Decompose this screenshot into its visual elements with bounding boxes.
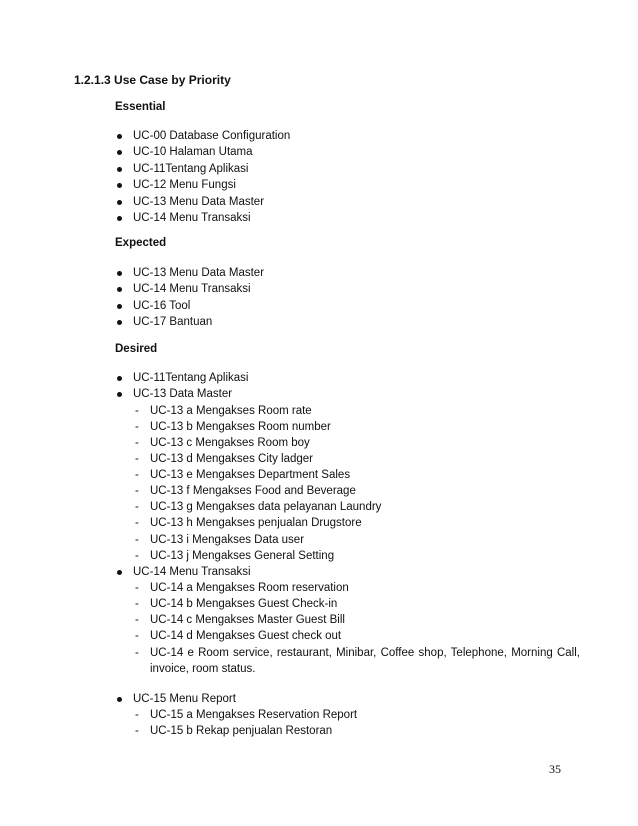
sub-item: - UC-15 a Mengakses Reservation Report xyxy=(133,707,576,723)
report-sublist xyxy=(133,707,576,739)
list-item xyxy=(116,564,580,677)
sub-item: - UC-14 b Mengakses Guest Check-in xyxy=(133,596,576,612)
list-item xyxy=(116,386,576,563)
sub-item: - UC-13 i Mengakses Data user xyxy=(133,532,576,548)
list-item: UC-14 Menu Transaksi xyxy=(116,281,576,297)
essential-list xyxy=(116,128,576,226)
sub-item: - UC-13 e Mengakses Department Sales xyxy=(133,467,576,483)
list-item: UC-11Tentang Aplikasi xyxy=(116,161,576,177)
transaksi-sublist xyxy=(133,580,580,677)
sub-item: - UC-13 a Mengakses Room rate xyxy=(133,403,576,419)
sub-item: - UC-13 c Mengakses Room boy xyxy=(133,435,576,451)
sub-item: - UC-13 h Mengakses penjualan Drugstore xyxy=(133,515,576,531)
section-heading: 1.2.1.3 Use Case by Priority xyxy=(74,73,231,87)
sub-item: - UC-13 b Mengakses Room number xyxy=(133,419,576,435)
item-label: UC-11Tentang Aplikasi xyxy=(133,372,249,384)
sub-item: - UC-14 c Mengakses Master Guest Bill xyxy=(133,612,576,628)
list-item: UC-16 Tool xyxy=(116,298,576,314)
item-label: UC-13 Data Master xyxy=(133,388,233,401)
desired-list xyxy=(116,370,580,739)
expected-title: Expected xyxy=(115,237,167,249)
sub-item: - UC-13 d Mengakses City ladger xyxy=(133,451,576,467)
list-item: UC-00 Database Configuration xyxy=(116,128,576,144)
list-item xyxy=(116,691,576,740)
expected-list xyxy=(116,265,576,331)
page-number: 35 xyxy=(549,762,561,776)
sub-item: - UC-13 f Mengakses Food and Beverage xyxy=(133,483,576,499)
desired-title: Desired xyxy=(115,343,158,355)
sub-item: - UC-14 d Mengakses Guest check out xyxy=(133,628,576,644)
item-label: UC-15 Menu Report xyxy=(133,692,236,705)
list-item: UC-14 Menu Transaksi xyxy=(116,210,576,226)
list-item: UC-10 Halaman Utama xyxy=(116,144,576,160)
list-item: UC-17 Bantuan xyxy=(116,314,576,330)
essential-title: Essential xyxy=(115,101,166,113)
sub-item: - UC-15 b Rekap penjualan Restoran xyxy=(133,723,576,739)
list-item: UC-13 Menu Data Master xyxy=(116,265,576,281)
data-master-sublist xyxy=(133,403,576,564)
list-item xyxy=(116,370,576,386)
sub-item: - UC-14 a Mengakses Room reservation xyxy=(133,580,576,596)
sub-item: - UC-13 g Mengakses data pelayanan Laundry xyxy=(133,499,576,515)
sub-item: - UC-14 e Room service, restaurant, Minibar, Coffee shop, Telephone, Morning Call, invoice, room status. xyxy=(133,645,580,677)
list-item: UC-13 Menu Data Master xyxy=(116,194,576,210)
sub-item: - UC-13 j Mengakses General Setting xyxy=(133,548,576,564)
list-item: UC-12 Menu Fungsi xyxy=(116,177,576,193)
item-label: UC-14 Menu Transaksi xyxy=(133,565,251,578)
